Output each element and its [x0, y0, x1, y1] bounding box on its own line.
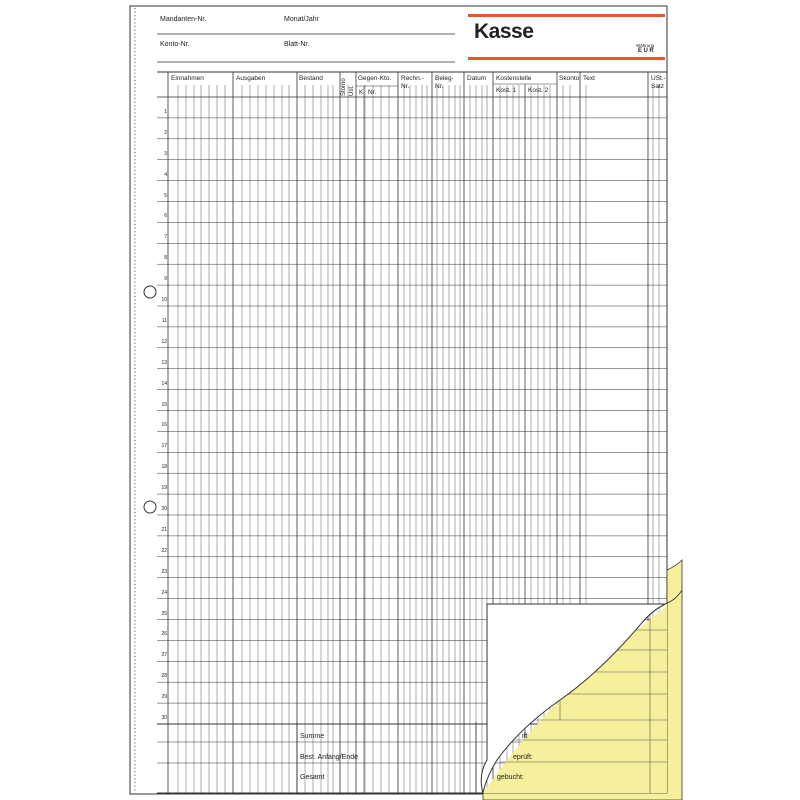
waehrung-label: Währung [636, 43, 655, 48]
row-number: 13 [161, 359, 167, 366]
row-number: 4 [164, 171, 167, 178]
row-number: 9 [164, 276, 167, 283]
row-number: 1 [164, 108, 167, 115]
row-number: 2 [164, 129, 167, 136]
row-number: 5 [164, 192, 167, 199]
mandanten-nr-label: Mandanten-Nr. [160, 16, 207, 23]
row-number: 10 [161, 297, 167, 303]
col-gegen-kto: Gegen-Kto. [358, 75, 392, 82]
col-beleg: Beleg- [435, 75, 454, 82]
col-datum: Datum [467, 75, 487, 82]
row-number: 18 [161, 464, 167, 471]
col-ust-satz-2: Satz [651, 83, 665, 90]
row-number: 20 [161, 506, 167, 512]
col-storno: Storno [341, 78, 347, 96]
row-number: 8 [164, 255, 167, 262]
col-kost1: Kost. 1 [496, 87, 517, 94]
row-number: 25 [161, 610, 167, 617]
row-number: 30 [161, 715, 167, 721]
footer-geprueft: eprüft: [513, 754, 533, 761]
footer-gebucht: gebucht: [497, 774, 524, 781]
col-skonto: Skonto [559, 75, 580, 82]
col-einnahmen: Einnahmen [171, 75, 204, 82]
footer-unterschrift: ift [522, 733, 528, 740]
row-number: 14 [161, 380, 167, 387]
row-number: 23 [161, 568, 167, 575]
col-text: Text [583, 75, 595, 82]
row-number: 22 [161, 547, 167, 554]
col-gegen-nr: Nr. [368, 89, 377, 96]
row-number: 27 [161, 652, 167, 659]
col-bestand: Bestand [299, 75, 323, 82]
col-gegen-k: K [359, 89, 364, 96]
form-title: Kasse [474, 20, 534, 43]
row-number: 26 [161, 631, 167, 638]
col-kostenstelle: Kostenstelle [496, 75, 532, 82]
row-number: 24 [161, 589, 167, 596]
monat-jahr-label: Monat/Jahr [284, 16, 320, 23]
row-number: 15 [161, 401, 167, 408]
footer-bestand: Best. Anfang/Ende [300, 754, 358, 761]
row-number: 17 [161, 443, 167, 450]
col-ust-flag: Ust. [349, 85, 355, 96]
row-number: 11 [161, 317, 167, 324]
row-number: 6 [164, 213, 167, 220]
footer-gesamt: Gesamt [300, 774, 325, 781]
currency-value: EUR [638, 48, 656, 54]
row-number: 29 [161, 694, 167, 701]
col-kost2: Kost. 2 [528, 87, 549, 94]
col-beleg-nr: Nr. [435, 83, 444, 90]
konto-nr-label: Konto-Nr. [160, 41, 190, 48]
row-number: 28 [161, 673, 167, 680]
col-rechn-nr: Nr. [401, 83, 410, 90]
blatt-nr-label: Blatt-Nr. [284, 41, 310, 48]
col-ust-satz: USt.- [651, 75, 666, 82]
row-number: 3 [164, 150, 167, 157]
row-number: 12 [161, 338, 167, 345]
row-number: 16 [161, 422, 167, 429]
col-ausgaben: Ausgaben [236, 75, 266, 82]
footer-summe: Summe [300, 733, 325, 740]
col-rechn: Rechn.- [401, 75, 424, 82]
row-number: 19 [161, 485, 167, 492]
row-number: 7 [164, 234, 167, 241]
row-number: 21 [161, 526, 167, 533]
